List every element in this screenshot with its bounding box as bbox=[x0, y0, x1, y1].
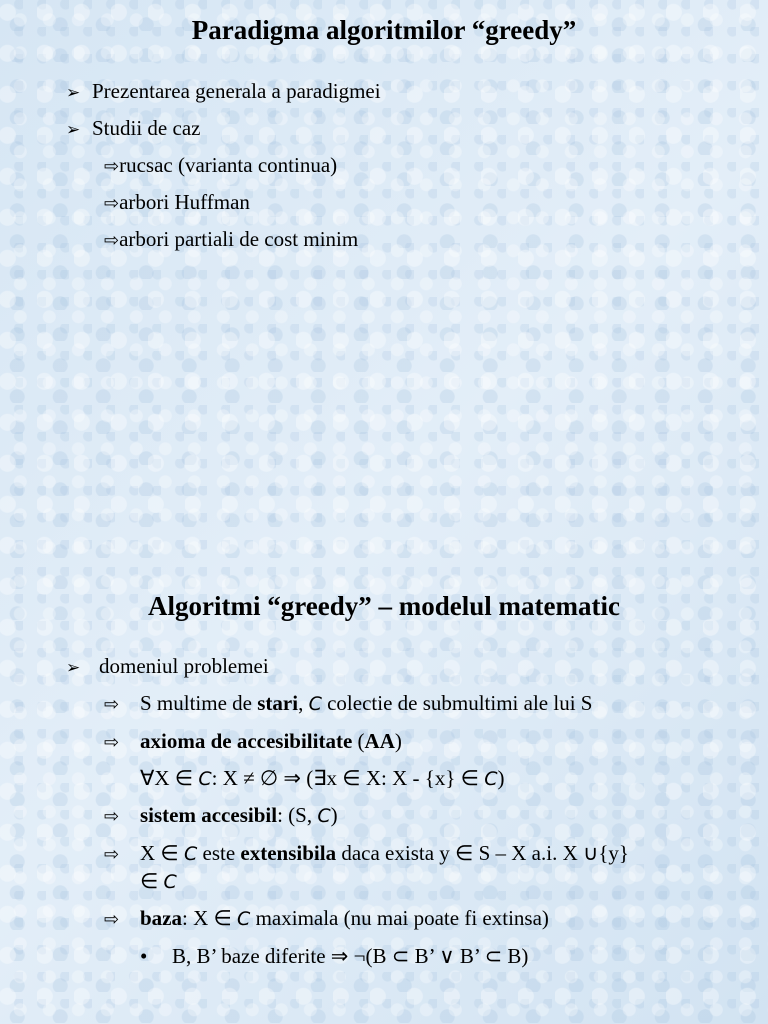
axiom-formula bbox=[140, 765, 504, 792]
text: colectie de submultimi ale lui S bbox=[321, 691, 593, 715]
formula-text: ) bbox=[497, 766, 505, 790]
sub-item bbox=[104, 152, 337, 179]
sub-item-text: rucsac (varianta continua) bbox=[119, 153, 338, 177]
text: , bbox=[298, 691, 309, 715]
triangle-bullet-icon: ➢ bbox=[66, 83, 81, 102]
term-stari: stari bbox=[257, 691, 299, 715]
sub-item bbox=[104, 189, 250, 216]
bullet-text: Prezentarea generala a paradigmei bbox=[92, 79, 381, 103]
bullet-item bbox=[66, 78, 381, 106]
text: maximala (nu mai poate fi extinsa) bbox=[250, 906, 549, 930]
text: B, B’ baze diferite ⇒ ¬(B ⊂ B’ ∨ B’ ⊂ B) bbox=[172, 944, 529, 968]
text: : (S, bbox=[277, 803, 318, 827]
symbol-c: C bbox=[237, 908, 251, 930]
symbol-c: C bbox=[484, 768, 498, 790]
outline-right-arrow-icon: ⇨ bbox=[104, 844, 120, 864]
text: S multime de bbox=[140, 691, 258, 715]
slide-2 bbox=[0, 512, 768, 1024]
slide-title: Paradigma algoritmilor “greedy” bbox=[191, 15, 577, 45]
term-axiom: axioma de accesibilitate bbox=[140, 729, 353, 753]
bullet-text: domeniul problemei bbox=[99, 654, 269, 678]
term-system: sistem accesibil bbox=[140, 803, 278, 827]
outline-right-arrow-icon: ⇨ bbox=[104, 909, 120, 929]
triangle-bullet-icon: ➢ bbox=[66, 120, 81, 139]
formula-text: : X ≠ ∅ ⇒ (∃x ∈ X: X - {x} ∈ bbox=[211, 766, 485, 790]
outline-right-arrow-icon: ⇨ bbox=[104, 806, 120, 826]
term-extensible: extensibila bbox=[240, 841, 337, 865]
bullet-item-domain bbox=[66, 653, 269, 681]
text: : X ∈ bbox=[182, 906, 238, 930]
item-states bbox=[104, 690, 592, 717]
symbol-c: C bbox=[163, 871, 177, 893]
term-base: baza bbox=[140, 906, 182, 930]
symbol-c: C bbox=[198, 768, 212, 790]
text: X ∈ bbox=[140, 841, 184, 865]
item-extensible bbox=[104, 840, 629, 867]
item-system bbox=[104, 802, 338, 829]
outline-right-arrow-icon: ⇨ bbox=[104, 732, 120, 752]
formula-text: ∀X ∈ bbox=[140, 766, 199, 790]
sub-item-text: arbori partiali de cost minim bbox=[119, 227, 359, 251]
bullet-text: Studii de caz bbox=[92, 116, 201, 140]
text: daca exista y ∈ S – X a.i. X ∪{y} bbox=[336, 841, 630, 865]
outline-right-arrow-icon: ⇨ bbox=[104, 694, 120, 714]
sub-item-text: arbori Huffman bbox=[119, 190, 250, 214]
text: ( bbox=[352, 729, 365, 753]
base-sub-item bbox=[140, 943, 528, 969]
sub-item bbox=[104, 226, 358, 253]
symbol-c: C bbox=[183, 843, 198, 865]
text: este bbox=[197, 841, 241, 865]
outline-right-arrow-icon: ⇨ bbox=[104, 193, 120, 213]
outline-right-arrow-icon: ⇨ bbox=[104, 230, 120, 250]
item-base bbox=[104, 905, 549, 932]
bullet-item bbox=[66, 115, 200, 143]
item-extensible-cont bbox=[140, 868, 177, 895]
item-axiom bbox=[104, 728, 402, 755]
text: ) bbox=[330, 803, 338, 827]
outline-right-arrow-icon: ⇨ bbox=[104, 156, 120, 176]
round-bullet-icon: • bbox=[140, 944, 148, 968]
slide-title: Algoritmi “greedy” – modelul matematic bbox=[148, 591, 620, 621]
text: ∈ bbox=[140, 869, 164, 893]
triangle-bullet-icon: ➢ bbox=[66, 658, 81, 677]
symbol-c: C bbox=[317, 805, 331, 827]
text: ) bbox=[394, 729, 402, 753]
symbol-c: C bbox=[308, 693, 322, 715]
term-aa: AA bbox=[364, 729, 395, 753]
